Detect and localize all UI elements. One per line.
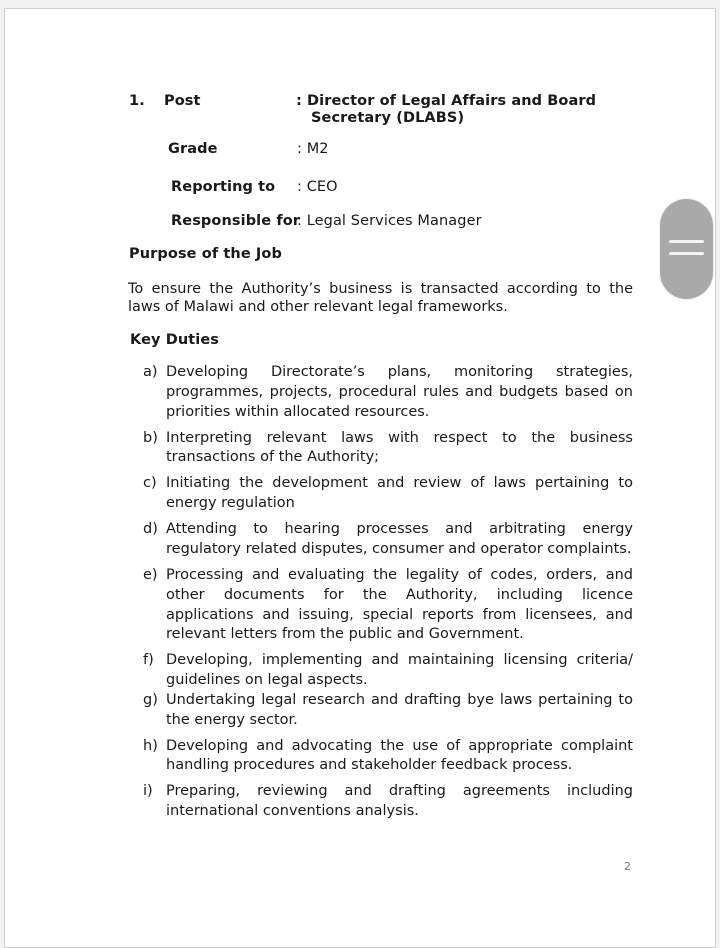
scroll-handle[interactable] [660, 199, 713, 299]
purpose-text: To ensure the Authority’s business is transacted according to the laws of Malawi and other relevant legal frameworks. [128, 281, 633, 315]
list-item-text: Undertaking legal research and drafting bye laws pertaining to the energy sector. [166, 691, 633, 728]
list-item-letter: f) [143, 652, 154, 669]
list-item [140, 520, 633, 560]
list-item [140, 429, 633, 469]
list-item [140, 474, 633, 514]
page-number: 2 [624, 860, 631, 873]
purpose-heading: Purpose of the Job [129, 246, 282, 262]
list-item-letter: d) [143, 521, 158, 538]
list-item-letter: h) [143, 737, 158, 754]
list-item [140, 363, 633, 422]
list-item-text: Processing and evaluating the legality of codes, orders, and other documents for the Authority, including licence applications and issuing, special reports from licensees, and relevant letters from the public and Government. [166, 566, 633, 643]
list-item-letter: c) [143, 475, 157, 492]
list-item-text: Interpreting relevant laws with respect to the business transactions of the Authority; [166, 429, 633, 466]
responsible-label: Responsible for [171, 213, 301, 229]
item-number: 1. [129, 93, 145, 109]
list-item [140, 566, 633, 645]
list-item-letter: g) [143, 691, 158, 708]
grade-label: Grade [168, 141, 218, 157]
list-item [140, 782, 633, 822]
list-item-text: Developing and advocating the use of appropriate complaint handling procedures and stakeholder feedback process. [166, 737, 633, 774]
list-item [140, 691, 633, 731]
list-item-text: Attending to hearing processes and arbitrating energy regulatory related disputes, consumer and operator complaints. [166, 521, 633, 557]
reporting-value: : CEO [297, 179, 338, 195]
key-duties-heading: Key Duties [130, 332, 220, 348]
responsible-value: : Legal Services Manager [297, 213, 482, 229]
reporting-label: Reporting to [171, 179, 276, 195]
post-value-line2: Secretary (DLABS) [311, 110, 465, 126]
grade-value: : M2 [297, 141, 329, 157]
post-label: Post [164, 93, 201, 109]
post-value [296, 93, 596, 127]
list-item-letter: b) [143, 429, 158, 446]
key-duties-list [140, 363, 633, 828]
list-item [140, 737, 633, 777]
list-item-text: Preparing, reviewing and drafting agreements including international conventions analysis. [166, 783, 633, 820]
list-item [140, 651, 633, 691]
list-item-text: Initiating the development and review of laws pertaining to energy regulation [166, 475, 633, 512]
list-item-letter: a) [143, 364, 158, 380]
list-item-letter: e) [143, 566, 158, 583]
list-item-letter: i) [143, 783, 153, 800]
list-item-text: Developing Directorate’s plans, monitoring strategies, programmes, projects, procedural rules and budgets based on priorities within allocated resources. [166, 364, 633, 420]
post-value-line1: : Director of Legal Affairs and Board [296, 93, 597, 109]
list-item-text: Developing, implementing and maintaining licensing criteria/ guidelines on legal aspects. [166, 652, 633, 689]
